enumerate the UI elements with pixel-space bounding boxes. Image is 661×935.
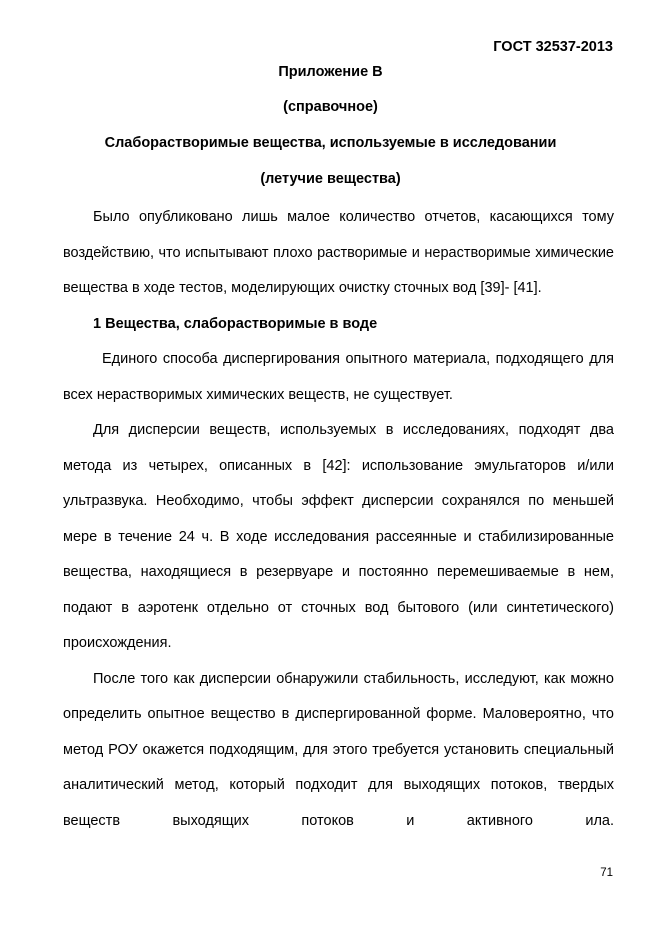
appendix-title: Приложение В bbox=[278, 64, 383, 80]
appendix-heading: Слаборастворимые вещества, используемые в исследовании bbox=[104, 135, 557, 151]
appendix-note: (справочное) bbox=[283, 99, 378, 115]
section-1-title: 1 Вещества, слаборастворимые в воде bbox=[93, 315, 378, 332]
standard-number: ГОСТ 32537-2013 bbox=[493, 39, 613, 55]
appendix-subheading: (летучие вещества) bbox=[260, 171, 401, 187]
body-text bbox=[63, 200, 614, 839]
page-number: 71 bbox=[600, 867, 613, 879]
paragraph-1: Было опубликовано лишь малое количество отчетов, касающихся тому воздействию, что испытывают плохо растворимые и нерастворимые химические вещества в ходе тестов, моделирующих очистку сточных вод [39]- [41]. bbox=[63, 209, 614, 296]
paragraph-3: Для дисперсии веществ, используемых в исследованиях, подходят два метода из четырех, описанных в [42]: использование эмульгаторов и/или ультразвука. Необходимо, чтобы эффект дисперсии сохранялся по меньшей мере в течение 24 ч. В ходе исследования рассеянные и стабилизированные вещества, находящиеся в резервуаре и постоянно перемешиваемые в нем, подают в аэротенк отдельно от сточных вод бытового (или синтетического) происхождения. bbox=[63, 422, 614, 651]
paragraph-2: Единого способа диспергирования опытного материала, подходящего для всех нерастворимых химических веществ, не существует. bbox=[63, 351, 614, 403]
paragraph-4: После того как дисперсии обнаружили стабильность, исследуют, как можно определить опытное вещество в диспергированной форме. Маловероятно, что метод РОУ окажется подходящим, для этого требуется установить специальный аналитический метод, который подходит для выходящих потоков, твердых веществ выходящих потоков и активного ила. bbox=[63, 670, 614, 829]
